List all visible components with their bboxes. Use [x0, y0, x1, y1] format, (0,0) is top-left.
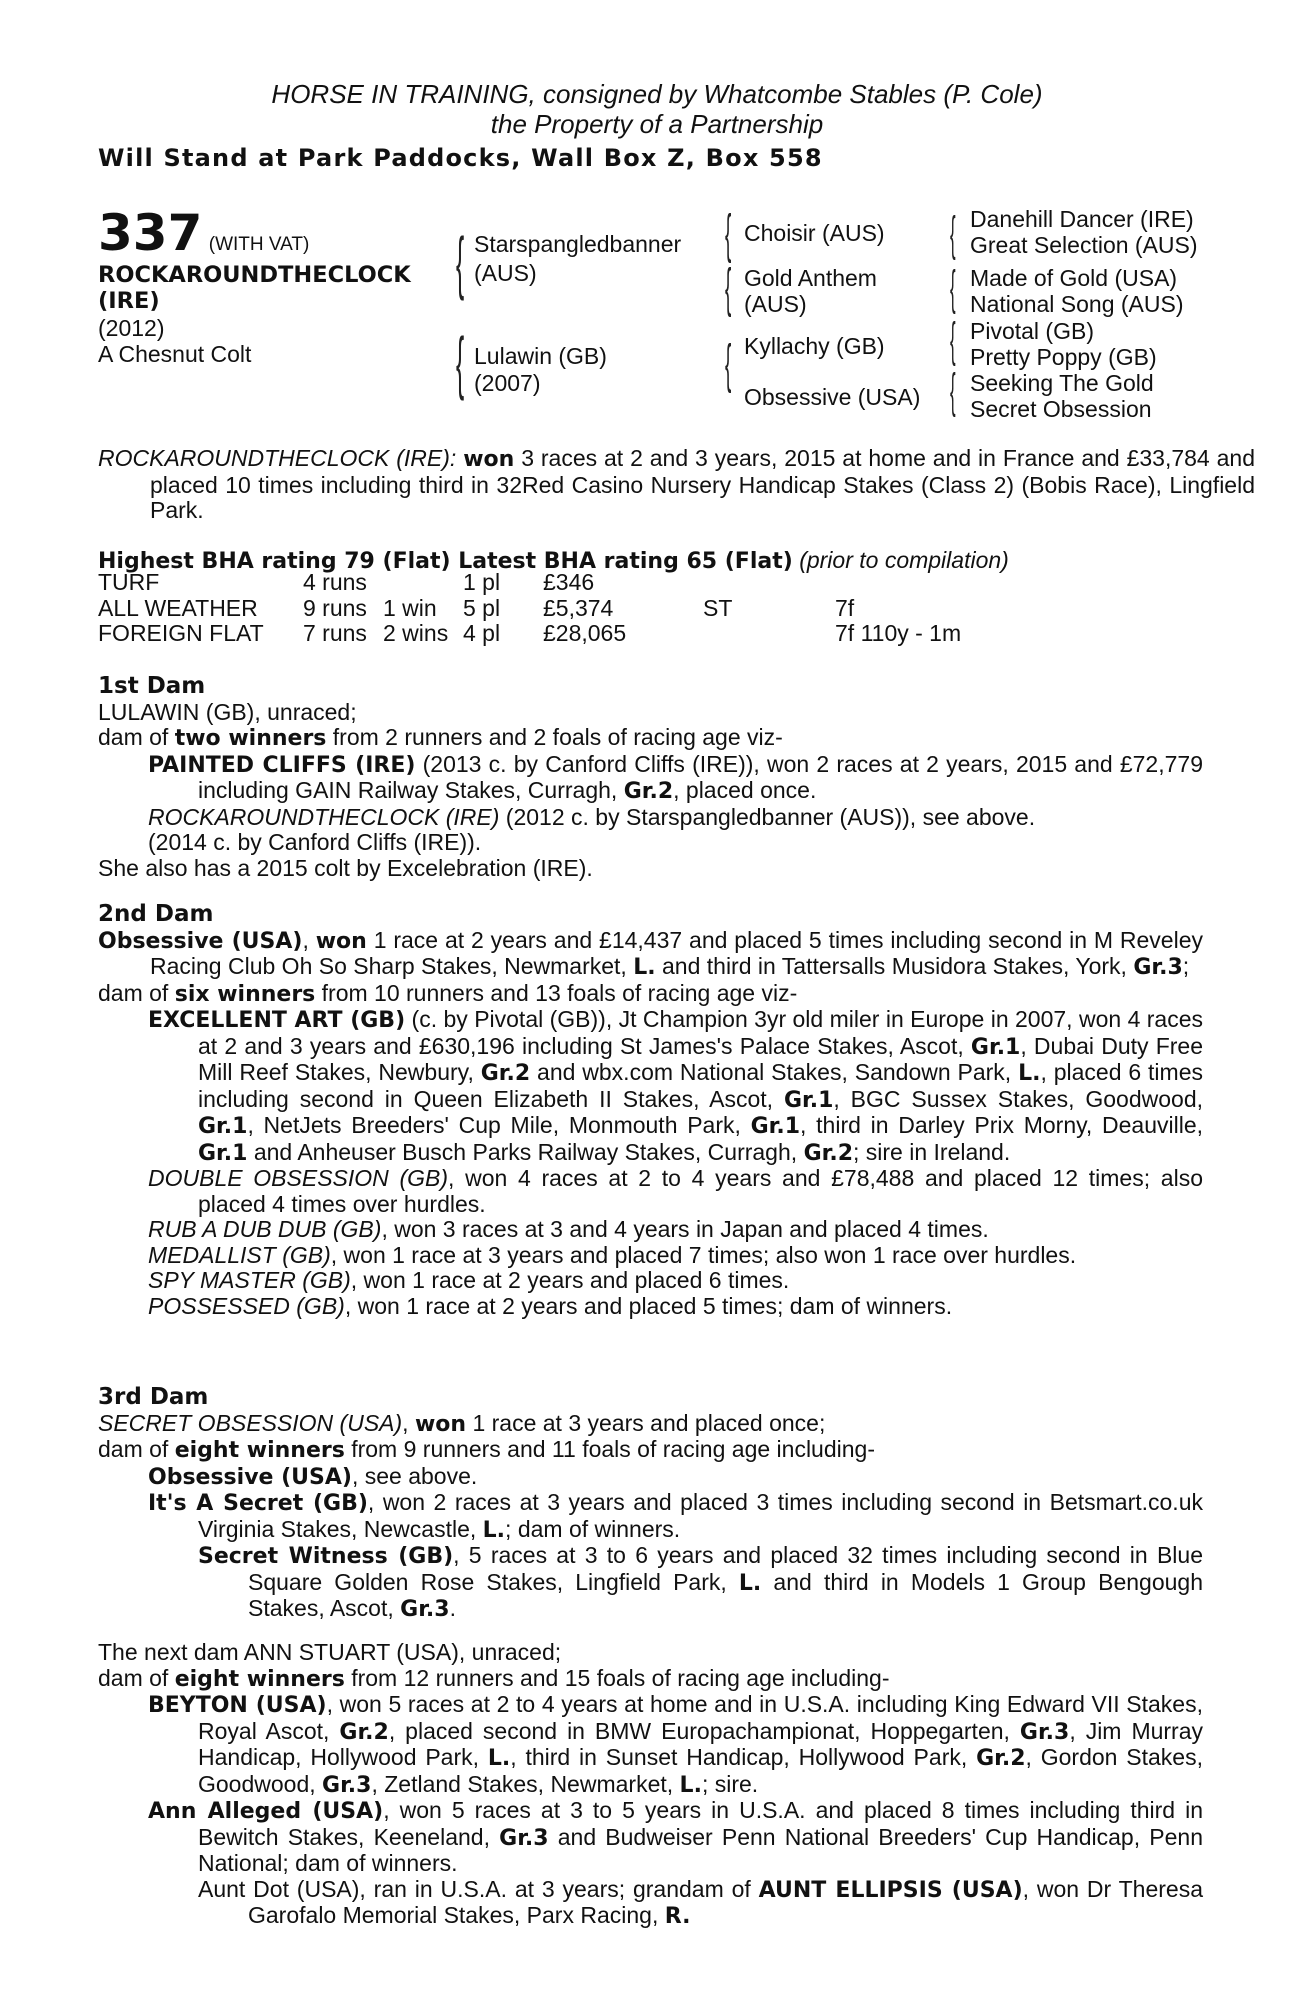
- vat-label: (WITH VAT): [208, 234, 310, 255]
- race-summary: ROCKAROUNDTHECLOCK (IRE): won 3 races at 2 and 3 years, 2015 at home and in France and £33,784 and placed 10 times including third in 32Red Casino Nursery Handicap Stakes (Class 2) (Bobis Race), Lingfield Park.: [98, 445, 1255, 523]
- pedigree-dam-year: (2007): [474, 370, 541, 396]
- pedigree-sss: Danehill Dancer (IRE): [970, 206, 1194, 232]
- second-dam-section: 2nd Dam Obsessive (USA), won 1 race at 2 years and £14,437 and placed 5 times including second in M Reveley Racing Club Oh So Sharp Stakes, Newmarket, L. and third in Tattersalls Musidora Stakes, York, Gr.3; dam of six winners from 10 runners and 13 foals of racing age viz- EXCELLENT ART (GB) (c. by Pivotal (GB)), Jt Champion 3yr old miler in Europe in 2007, won 4 races at 2 and 3 years and £630,196 including St James's Palace Stakes, Ascot, Gr.1, Dubai Duty Free Mill Reef Stakes, Newbury, Gr.2 and wbx.com National Stakes, Sandown Park, L., placed 6 times including second in Queen Elizabeth II Stakes, Ascot, Gr.1, BGC Sussex Stakes, Goodwood, Gr.1, NetJets Breeders' Cup Mile, Monmouth Park, Gr.1, third in Darley Prix Morny, Deauville, Gr.1 and Anheuser Busch Parks Railway Stakes, Curragh, Gr.2; sire in Ireland. DOUBLE OBSESSION (GB), won 4 races at 2 to 4 years and £78,488 and placed 12 times; also placed 4 times over hurdles. RUB A DUB DUB (GB), won 3 races at 3 and 4 years in Japan and placed 4 times. MEDALLIST (GB), won 1 race at 3 years and placed 7 times; also won 1 race over hurdles. SPY MASTER (GB), won 1 race at 2 years and placed 6 times. POSSESSED (GB), won 1 race at 2 years and placed 5 times; dam of winners.: [98, 901, 1204, 1319]
- pedigree-sire-country: (AUS): [474, 260, 537, 286]
- horse-year: (2012): [98, 315, 165, 341]
- list-item: Secret Witness (GB), 5 races at 3 to 6 years and placed 32 times including second in Blue Square Golden Rose Stakes, Lingfield Park, L. and third in Models 1 Group Bengough Stakes, Ascot, Gr.3.: [198, 1542, 1203, 1622]
- horse-name: ROCKAROUNDTHECLOCK: [98, 262, 411, 288]
- pedigree-sds: Made of Gold (USA): [970, 265, 1178, 291]
- pedigree-dds: Seeking The Gold: [970, 370, 1154, 396]
- list-item: SPY MASTER (GB), won 1 race at 2 years and placed 6 times.: [148, 1267, 790, 1293]
- header-line-1: HORSE IN TRAINING, consigned by Whatcombe Stables (P. Cole): [271, 79, 1043, 109]
- list-item: (2014 c. by Canford Cliffs (IRE)).: [148, 829, 482, 855]
- section-title: 3rd Dam: [98, 1384, 209, 1410]
- table-row: ALL WEATHER 9 runs 1 win 5 pl £5,374 ST 7f: [98, 594, 855, 621]
- header-line-2: the Property of a Partnership: [490, 109, 824, 139]
- pedigree-dss: Pivotal (GB): [970, 318, 1094, 344]
- pedigree-ssd: Great Selection (AUS): [970, 232, 1198, 258]
- list-item: Aunt Dot (USA), ran in U.S.A. at 3 years; grandam of AUNT ELLIPSIS (USA), won Dr Theresa Garofalo Memorial Stakes, Parx Racing, R.: [198, 1875, 1204, 1929]
- list-item: EXCELLENT ART (GB) (c. by Pivotal (GB)), Jt Champion 3yr old miler in Europe in 2007, won 4 races at 2 and 3 years and £630,196 including St James's Palace Stakes, Ascot, Gr.1, Dubai Duty Free Mill Reef Stakes, Newbury, Gr.2 and wbx.com National Stakes, Sandown Park, L., placed 6 times including second in Queen Elizabeth II Stakes, Ascot, Gr.1, BGC Sussex Stakes, Goodwood, Gr.1, NetJets Breeders' Cup Mile, Monmouth Park, Gr.1, third in Darley Prix Morny, Deauville, Gr.1 and Anheuser Busch Parks Railway Stakes, Curragh, Gr.2; sire in Ireland.: [148, 1006, 1204, 1166]
- pedigree-sdd: National Song (AUS): [970, 291, 1184, 317]
- list-item: It's A Secret (GB), won 2 races at 3 years and placed 3 times including second in Betsmart.co.uk Virginia Stakes, Newcastle, L.; dam of winners.: [148, 1489, 1203, 1543]
- list-item: POSSESSED (GB), won 1 race at 2 years and placed 5 times; dam of winners.: [148, 1292, 953, 1319]
- horse-name-country: (IRE): [98, 288, 160, 314]
- fourth-dam-section: The next dam ANN STUART (USA), unraced; dam of eight winners from 12 runners and 15 foals of racing age including- BEYTON (USA), won 5 races at 2 to 4 years at home and in U.S.A. including King Edward VII Stakes, Royal Ascot, Gr.2, placed second in BMW Europachampionat, Hoppegarten, Gr.3, Jim Murray Handicap, Hollywood Park, L., third in Sunset Handicap, Hollywood Park, Gr.2, Gordon Stakes, Goodwood, Gr.3, Zetland Stakes, Newmarket, L.; sire. Ann Alleged (USA), won 5 races at 3 to 5 years in U.S.A. and placed 8 times including third in Bewitch Stakes, Keeneland, Gr.3 and Budweiser Penn National Breeders' Cup Handicap, Penn National; dam of winners. Aunt Dot (USA), ran in U.S.A. at 3 years; grandam of AUNT ELLIPSIS (USA), won Dr Theresa Garofalo Memorial Stakes, Parx Racing, R.: [98, 1639, 1204, 1929]
- list-item: ROCKAROUNDTHECLOCK (IRE) (2012 c. by Starspangledbanner (AUS)), see above.: [148, 803, 1036, 830]
- list-item: PAINTED CLIFFS (IRE) (2013 c. by Canford Cliffs (IRE)), won 2 races at 2 years, 2015 and £72,779 including GAIN Railway Stakes, Curragh, Gr.2, placed once.: [148, 750, 1203, 804]
- table-row: TURF 4 runs 1 pl £346: [98, 569, 595, 595]
- pedigree-dam-sire: Kyllachy (GB): [744, 333, 885, 359]
- pedigree-sire-dam-country: (AUS): [744, 291, 807, 317]
- header-line-3: Will Stand at Park Paddocks, Wall Box Z, Box 558: [98, 144, 823, 172]
- list-item: Ann Alleged (USA), won 5 races at 3 to 5 years in U.S.A. and placed 8 times including third in Bewitch Stakes, Keeneland, Gr.3 and Budweiser Penn National Breeders' Cup Handicap, Penn National; dam of winners.: [148, 1797, 1203, 1876]
- bha-rating: Highest BHA rating 79 (Flat) Latest BHA rating 65 (Flat) (prior to compilation): [98, 547, 1009, 574]
- lot-number: 337: [98, 204, 203, 262]
- list-item: DOUBLE OBSESSION (GB), won 4 races at 2 to 4 years and £78,488 and placed 12 times; also placed 4 times over hurdles.: [148, 1165, 1203, 1217]
- first-dam-section: 1st Dam LULAWIN (GB), unraced; dam of two winners from 2 runners and 2 foals of racing age viz- PAINTED CLIFFS (IRE) (2013 c. by Canford Cliffs (IRE)), won 2 races at 2 years, 2015 and £72,779 including GAIN Railway Stakes, Curragh, Gr.2, placed once. ROCKAROUNDTHECLOCK (IRE) (2012 c. by Starspangledbanner (AUS)), see above. (2014 c. by Canford Cliffs (IRE)). She also has a 2015 colt by Excelebration (IRE).: [98, 673, 1203, 881]
- pedigree-dsd: Pretty Poppy (GB): [970, 344, 1157, 370]
- section-title: 2nd Dam: [98, 901, 214, 927]
- pedigree-sire-sire: Choisir (AUS): [744, 220, 885, 246]
- pedigree-sire: Starspangledbanner: [474, 231, 682, 257]
- section-title: 1st Dam: [98, 673, 206, 699]
- table-row: FOREIGN FLAT 7 runs 2 wins 4 pl £28,065 7f 110y - 1m: [98, 620, 962, 646]
- race-record-table: [98, 570, 961, 647]
- lot-number-row: [98, 206, 309, 260]
- list-item: BEYTON (USA), won 5 races at 2 to 4 years at home and in U.S.A. including King Edward VII Stakes, Royal Ascot, Gr.2, placed second in BMW Europachampionat, Hoppegarten, Gr.3, Jim Murray Handicap, Hollywood Park, L., third in Sunset Handicap, Hollywood Park, Gr.2, Gordon Stakes, Goodwood, Gr.3, Zetland Stakes, Newmarket, L.; sire.: [148, 1691, 1203, 1798]
- pedigree-sire-dam: Gold Anthem: [744, 265, 877, 291]
- list-item: RUB A DUB DUB (GB), won 3 races at 3 and 4 years in Japan and placed 4 times.: [148, 1216, 989, 1242]
- pedigree-dam: Lulawin (GB): [474, 343, 607, 369]
- list-item: MEDALLIST (GB), won 1 race at 3 years and placed 7 times; also won 1 race over hurdles.: [148, 1241, 1077, 1268]
- horse-description: A Chesnut Colt: [98, 341, 252, 367]
- pedigree-ddd: Secret Obsession: [970, 396, 1152, 422]
- pedigree-dam-dam: Obsessive (USA): [744, 384, 921, 410]
- third-dam-section: 3rd Dam SECRET OBSESSION (USA), won 1 race at 3 years and placed once; dam of eight winners from 9 runners and 11 foals of racing age including- Obsessive (USA), see above. It's A Secret (GB), won 2 races at 3 years and placed 3 times including second in Betsmart.co.uk Virginia Stakes, Newcastle, L.; dam of winners. Secret Witness (GB), 5 races at 3 to 6 years and placed 32 times including second in Blue Square Golden Rose Stakes, Lingfield Park, L. and third in Models 1 Group Bengough Stakes, Ascot, Gr.3.: [98, 1384, 1203, 1622]
- list-item: Obsessive (USA), see above.: [148, 1462, 478, 1490]
